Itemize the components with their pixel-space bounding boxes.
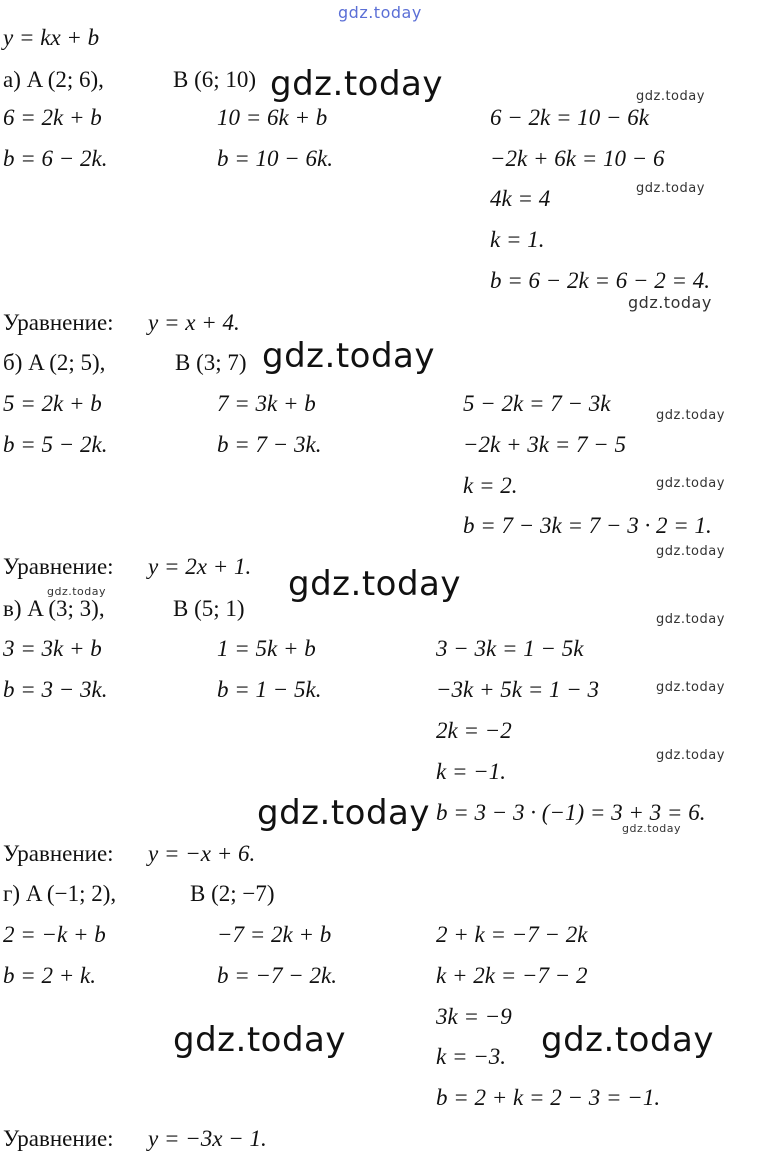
part-b-col3-line1: 5 − 2k = 7 − 3k	[463, 391, 611, 416]
part-d-col3-line4: k = −3.	[436, 1044, 506, 1069]
part-a-point-a: а) A (2; 6),	[3, 67, 104, 92]
part-c-point-b: B (5; 1)	[173, 596, 245, 621]
watermark: gdz.today	[656, 680, 725, 695]
watermark: gdz.today	[656, 748, 725, 763]
watermark: gdz.today	[47, 585, 107, 598]
part-d-point-b: B (2; −7)	[190, 881, 275, 906]
part-a-col1-line1: 6 = 2k + b	[3, 105, 102, 130]
watermark: gdz.today	[636, 181, 705, 196]
part-d-equation-label: Уравнение:	[3, 1126, 114, 1151]
part-d-point-a: г) A (−1; 2),	[3, 881, 117, 906]
part-c-col3-line1: 3 − 3k = 1 − 5k	[436, 636, 584, 661]
part-c-col1-line1: 3 = 3k + b	[3, 636, 102, 661]
part-a-col1-line2: b = 6 − 2k.	[3, 146, 108, 171]
part-c-point-a: в) A (3; 3),	[3, 596, 105, 621]
part-c-col2-line2: b = 1 − 5k.	[217, 677, 322, 702]
part-c-col3-line5: b = 3 − 3 · (−1) = 3 + 3 = 6.	[436, 800, 706, 825]
part-b-col3-line2: −2k + 3k = 7 − 5	[463, 432, 626, 457]
part-b-col2-line2: b = 7 − 3k.	[217, 432, 322, 457]
watermark: gdz.today	[541, 1020, 714, 1060]
part-d-equation: y = −3x − 1.	[148, 1126, 267, 1151]
watermark: gdz.today	[656, 544, 725, 559]
part-d-col3-line3: 3k = −9	[436, 1004, 512, 1029]
part-c-col2-line1: 1 = 5k + b	[217, 636, 316, 661]
part-c-equation: y = −x + 6.	[148, 841, 256, 866]
watermark: gdz.today	[257, 793, 430, 833]
part-c-col1-line2: b = 3 − 3k.	[3, 677, 108, 702]
part-d-col2-line1: −7 = 2k + b	[217, 922, 332, 947]
part-d-col3-line5: b = 2 + k = 2 − 3 = −1.	[436, 1085, 661, 1110]
part-b-col3-line3: k = 2.	[463, 473, 518, 498]
part-a-equation-label: Уравнение:	[3, 310, 114, 335]
part-b-col3-line4: b = 7 − 3k = 7 − 3 · 2 = 1.	[463, 513, 712, 538]
watermark: gdz.today	[656, 476, 725, 491]
part-a-equation: y = x + 4.	[148, 310, 240, 335]
part-c-col3-line3: 2k = −2	[436, 718, 512, 743]
part-a-col3-line4: k = 1.	[490, 227, 545, 252]
part-c-col3-line4: k = −1.	[436, 759, 506, 784]
watermark: gdz.today	[622, 822, 682, 835]
part-d-col2-line2: b = −7 − 2k.	[217, 963, 338, 988]
part-a-col3-line3: 4k = 4	[490, 186, 551, 211]
watermark: gdz.today	[288, 564, 461, 604]
watermark: gdz.today	[656, 408, 725, 423]
part-b-equation: y = 2x + 1.	[148, 554, 252, 579]
part-b-point-b: B (3; 7)	[175, 350, 247, 375]
part-d-col3-line2: k + 2k = −7 − 2	[436, 963, 588, 988]
part-a-col3-line5: b = 6 − 2k = 6 − 2 = 4.	[490, 268, 711, 293]
part-d-col1-line2: b = 2 + k.	[3, 963, 96, 988]
part-d-col3-line1: 2 + k = −7 − 2k	[436, 922, 588, 947]
part-b-col1-line2: b = 5 − 2k.	[3, 432, 108, 457]
watermark: gdz.today	[636, 89, 705, 104]
part-c-col3-line2: −3k + 5k = 1 − 3	[436, 677, 599, 702]
part-d-col1-line1: 2 = −k + b	[3, 922, 106, 947]
part-c-equation-label: Уравнение:	[3, 841, 114, 866]
general-formula: y = kx + b	[3, 25, 100, 50]
part-a-col2-line2: b = 10 − 6k.	[217, 146, 333, 171]
part-a-col2-line1: 10 = 6k + b	[217, 105, 328, 130]
part-a-col3-line1: 6 − 2k = 10 − 6k	[490, 105, 649, 130]
part-b-point-a: б) A (2; 5),	[3, 350, 106, 375]
watermark: gdz.today	[262, 336, 435, 376]
part-a-col3-line2: −2k + 6k = 10 − 6	[490, 146, 665, 171]
watermark: gdz.today	[173, 1020, 346, 1060]
watermark: gdz.today	[270, 64, 443, 104]
part-b-equation-label: Уравнение:	[3, 554, 114, 579]
part-b-col1-line1: 5 = 2k + b	[3, 391, 102, 416]
watermark-top: gdz.today	[338, 3, 422, 22]
watermark: gdz.today	[628, 293, 712, 312]
part-b-col2-line1: 7 = 3k + b	[217, 391, 316, 416]
watermark: gdz.today	[656, 612, 725, 627]
part-a-point-b: B (6; 10)	[173, 67, 257, 92]
